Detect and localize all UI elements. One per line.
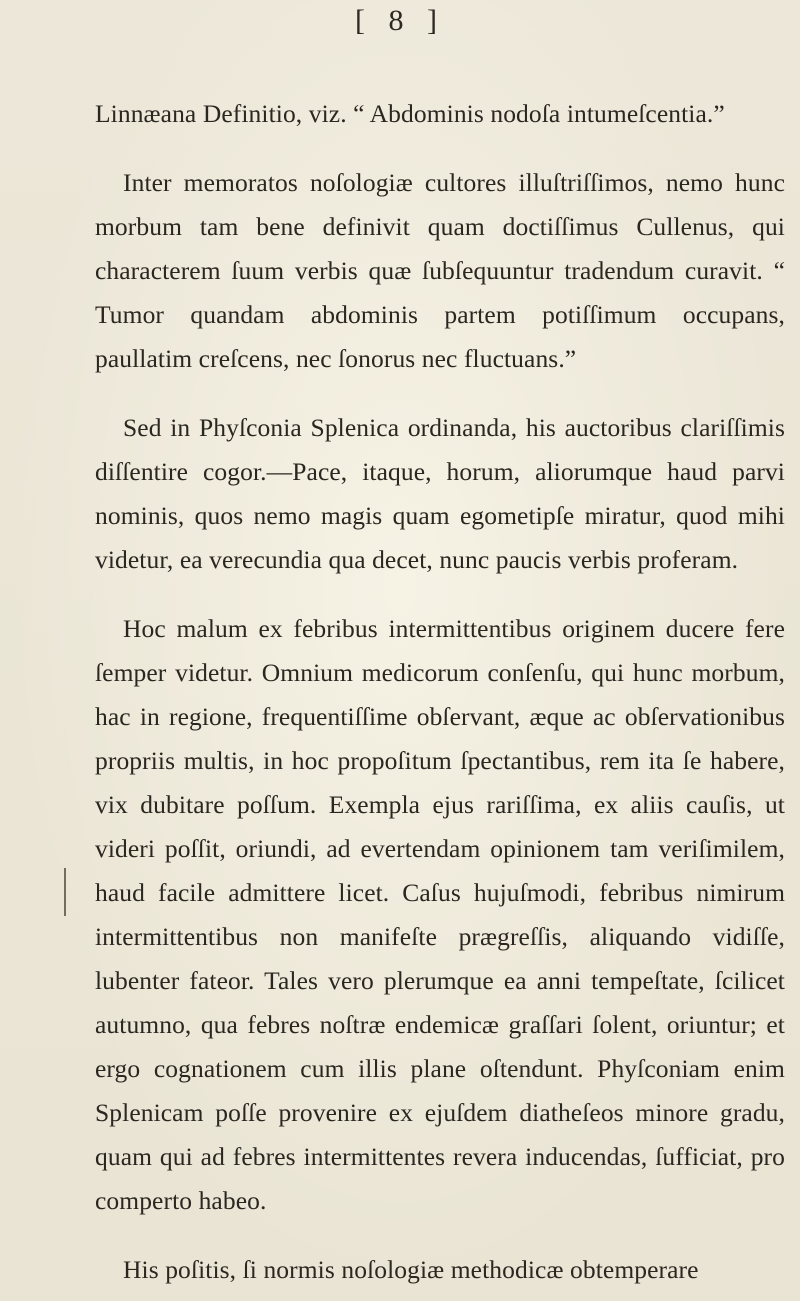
paragraph-cullenus-definition: Inter memoratos noſologiæ cultores illuſtriſſimos, nemo hunc morbum tam bene definivit quam doctiſſimus Cullenus, qui characterem ſuum verbis quæ ſubſequuntur tradendum curavit. “ Tumor quandam abdominis partem potiſſimum occupans, paullatim creſcens, nec ſonorus nec fluctuans.” — [95, 168, 785, 373]
paragraph-his-positis: His poſitis, ſi normis noſologiæ methodicæ obtemperare — [123, 1255, 699, 1284]
paragraph-physconia-splenica: Sed in Phyſconia Splenica ordinanda, his auctoribus clariſſimis diſſentire cogor.—Pace, itaque, horum, aliorumque haud parvi nominis, quos nemo magis quam egometipſe miratur, quod mihi videtur, ea verecundia qua decet, nunc paucis verbis proferam. — [95, 413, 785, 574]
body-text — [95, 92, 785, 1292]
paragraph-definition-linnaeana: Linnæana Definitio, viz. “ Abdominis nodoſa intumeſcentia.” — [95, 99, 725, 128]
margin-ink-mark — [64, 868, 66, 916]
paragraph-febribus-intermittentibus: Hoc malum ex febribus intermittentibus originem ducere fere ſemper videtur. Omnium medicorum conſenſu, qui hunc morbum, hac in regione, frequentiſſime obſervant, æque ac obſervationibus propriis multis, in hoc propoſitum ſpectantibus, rem ita ſe habere, vix dubitare poſſum. Exempla ejus rariſſima, ex aliis cauſis, ut videri poſſit, oriundi, ad evertendam opinionem tam veriſimilem, haud facile admittere licet. Caſus hujuſmodi, febribus nimirum intermittentibus non manifeſte prægreſſis, aliquando vidiſſe, lubenter fateor. Tales vero plerumque ea anni tempeſtate, ſcilicet autumno, qua febres noſtræ endemicæ graſſari ſolent, oriuntur; et ergo cognationem cum illis plane oſtendunt. Phyſconiam enim Splenicam poſſe provenire ex ejuſdem diatheſeos minore gradu, quam qui ad febres intermittentes revera inducendas, ſufficiat, pro comperto habeo. — [95, 614, 785, 1215]
page-number: [ 8 ] — [355, 4, 445, 37]
